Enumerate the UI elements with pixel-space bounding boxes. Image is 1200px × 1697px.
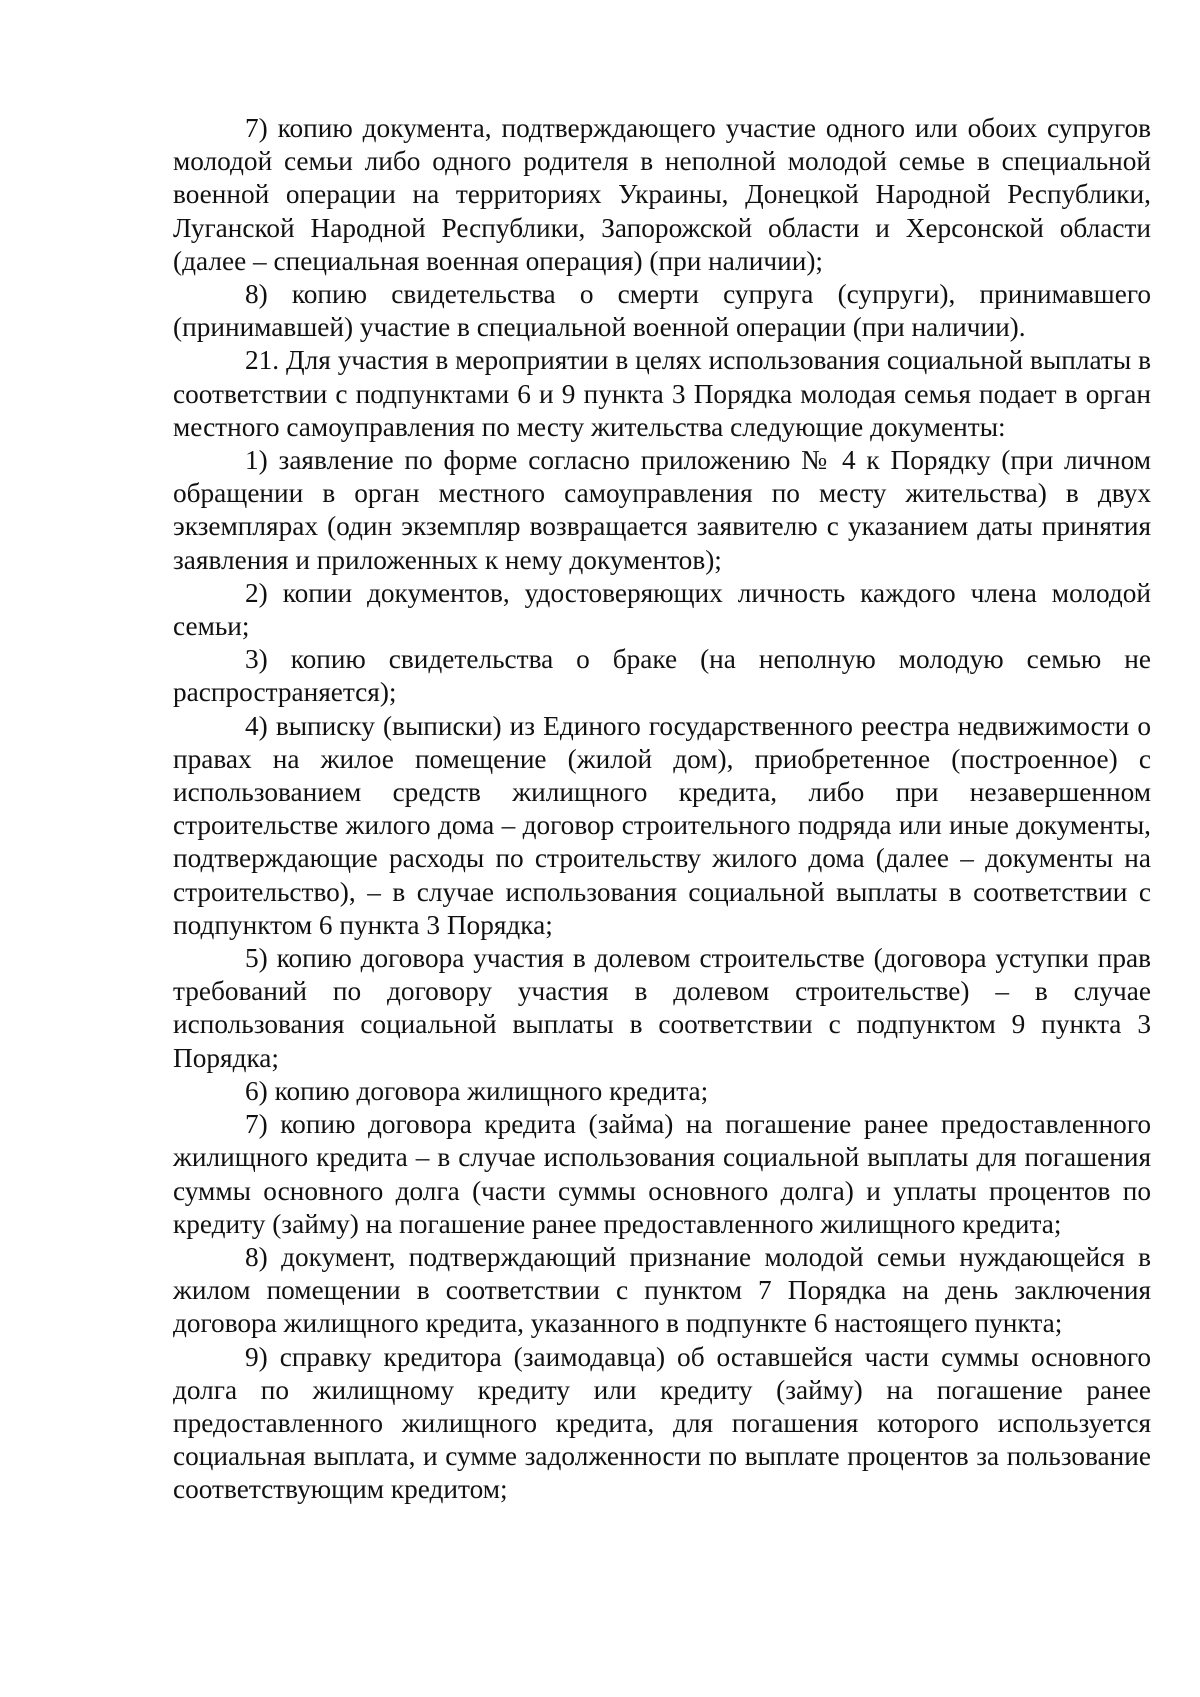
paragraph-item-7-refinancing-loan: 7) копию договора кредита (займа) на погашение ранее предоставленного жилищного кредита – в случае использования социальной выплаты для погашения суммы основного долга (части суммы основного долга) и уплаты процентов по кредиту (займу) на погашение ранее предоставленного жилищного кредита; [173,1109,1151,1239]
paragraph-clause-21: 21. Для участия в мероприятии в целях использования социальной выплаты в соответствии с подпунктами 6 и 9 пункта 3 Порядка молодая семья подает в орган местного самоуправления по месту жительства следующие документы: [173,345,1151,442]
paragraph-item-5-shared-construction: 5) копию договора участия в долевом строительстве (договора уступки прав требований по договору участия в долевом строительстве) – в случае использования социальной выплаты в соответствии с подпунктом 9 пункта 3 Порядка; [173,943,1151,1073]
paragraph-item-6-housing-loan-contract: 6) копию договора жилищного кредита; [245,1075,709,1106]
document-body [173,112,1151,1507]
paragraph-item-7-combat-participation: 7) копию документа, подтверждающего участие одного или обоих супругов молодой семьи либо одного родителя в неполной молодой семье в специальной военной операции на территориях Украины, Донецкой Народной Республики, Луганской Народной Республики, Запорожской области и Херсонской области (далее – специальная военная операция) (при наличии); [173,113,1151,276]
paragraph-item-8-need-recognition: 8) документ, подтверждающий признание молодой семьи нуждающейся в жилом помещении в соответствии с пунктом 7 Порядка на день заключения договора жилищного кредита, указанного в подпункте 6 настоящего пункта; [173,1241,1151,1339]
paragraph-item-3-marriage-certificate: 3) копию свидетельства о браке (на неполную молодую семью не распространяется); [173,644,1151,708]
paragraph-item-2-identity-documents: 2) копии документов, удостоверяющих личность каждого члена молодой семьи; [173,577,1151,642]
paragraph-item-1-application: 1) заявление по форме согласно приложению № 4 к Порядку (при личном обращении в орган местного самоуправления по месту жительства) в двух экземплярах (один экземпляр возвращается заявителю с указанием даты принятия заявления и приложенных к нему документов); [173,445,1151,575]
paragraph-item-4-registry-extract: 4) выписку (выписки) из Единого государственного реестра недвижимости о правах на жилое помещение (жилой дом), приобретенное (построенное) с использованием средств жилищного кредита, либо при незавершенном строительстве жилого дома – договор строительного подряда или иные документы, подтверждающие расходы по строительству жилого дома (далее – документы на строительство), – в случае использования социальной выплаты в соответствии с подпунктом 6 пункта 3 Порядка; [173,710,1151,940]
paragraph-item-8-death-certificate: 8) копию свидетельства о смерти супруга (супруги), принимавшего (принимавшей) участие в специальной военной операции (при наличии). [173,279,1151,343]
paragraph-item-9-creditor-statement: 9) справку кредитора (заимодавца) об оставшейся части суммы основного долга по жилищному кредиту или кредиту (займу) на погашение ранее предоставленного жилищного кредита, для погашения которого используется социальная выплата, и сумме задолженности по выплате процентов за пользование соответствующим кредитом; [173,1341,1151,1505]
